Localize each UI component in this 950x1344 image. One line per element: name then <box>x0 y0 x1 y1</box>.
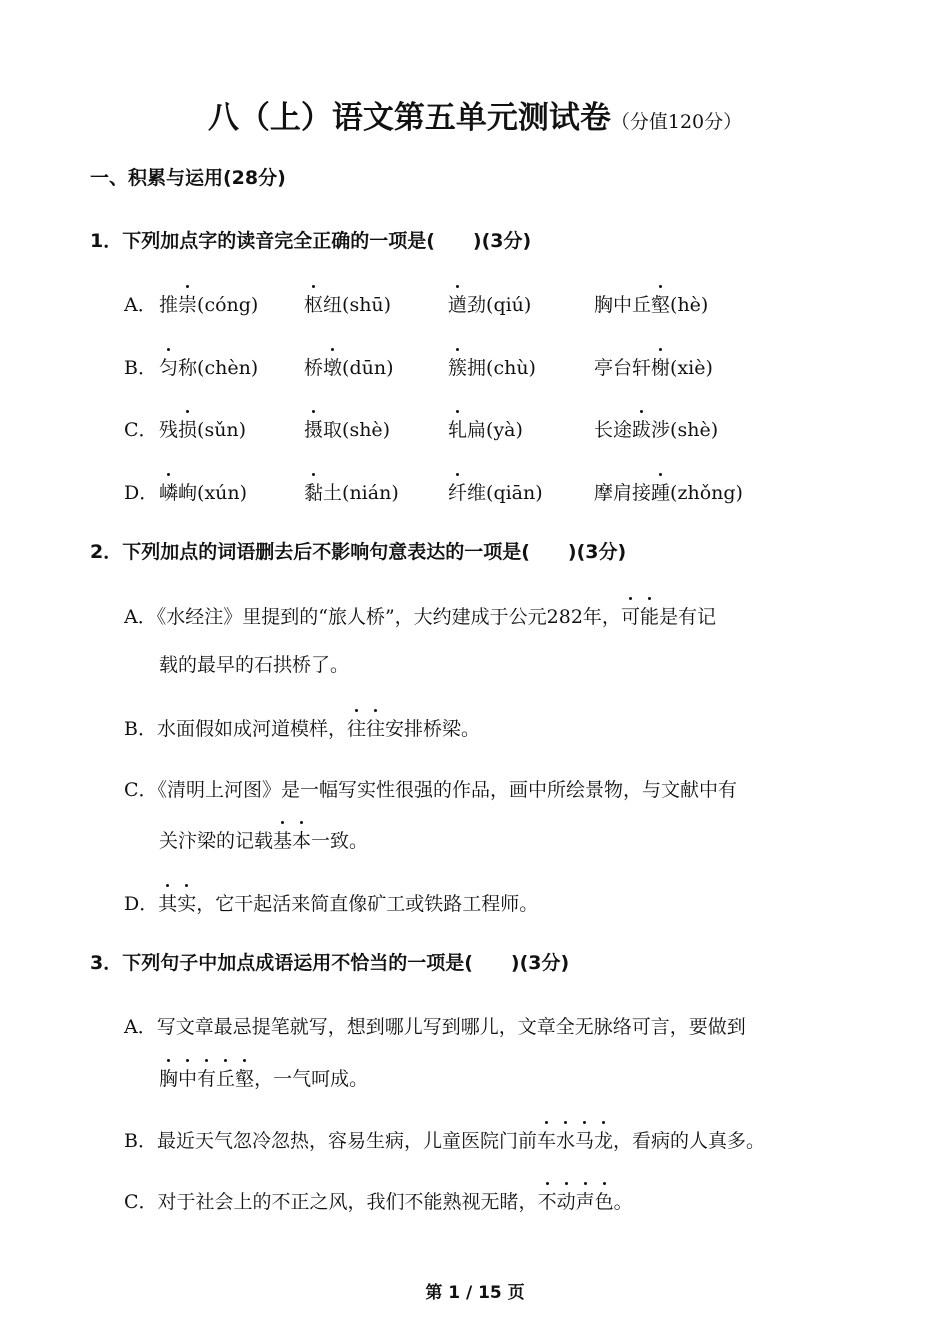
q3-option-a: A．写文章最忌提笔就写，想到哪儿写到哪儿，文章全无脉络可言，要做到 <box>124 1016 746 1038</box>
q2-option-c: C．《清明上河图》是一幅写实性很强的作品，画中所绘景物，与文献中有 <box>124 779 738 801</box>
page-footer: 第 1 / 15 页 <box>425 1283 525 1303</box>
q1-option-item: 黏土(nián) <box>304 478 399 505</box>
q1-option-item: 遒劲(qiú) <box>448 290 531 317</box>
q2-option-a: A．《水经注》里提到的“旅人桥”，大约建成于公元282年，可能是有记 <box>124 602 716 629</box>
q1-option-item: 长途跋涉(shè) <box>594 415 718 442</box>
q1-option-item: 摩肩接踵(zhǒng) <box>594 478 743 505</box>
q2-option-a-line2: 载的最早的石拱桥了。 <box>159 654 350 676</box>
q3-option-c: C．对于社会上的不正之风，我们不能熟视无睹，不动声色。 <box>124 1187 633 1214</box>
q2-stem: 2．下列加点的词语删去后不影响句意表达的一项是( )(3分) <box>90 541 627 563</box>
q1-option-letter: A． <box>124 294 157 316</box>
q2-option-b: B．水面假如成河道模样，往往安排桥梁。 <box>124 714 480 741</box>
q1-option-letter: C． <box>124 419 158 441</box>
q1-option-letter: B． <box>124 357 157 379</box>
q2-option-d: D．其实，它干起活来简直像矿工或铁路工程师。 <box>124 889 538 916</box>
q1-option-item: 残损(sǔn) <box>159 415 246 442</box>
q1-stem: 1．下列加点字的读音完全正确的一项是( )(3分) <box>90 230 532 252</box>
q1-option-item: 纤维(qiān) <box>448 478 543 505</box>
q1-option-item: 嶙峋(xún) <box>159 478 247 505</box>
q1-option-item: 匀称(chèn) <box>159 353 258 380</box>
q1-option-item: 推崇(cóng) <box>159 290 258 317</box>
q1-option-item: 簇拥(chù) <box>448 353 536 380</box>
q1-option-letter: D． <box>124 482 159 504</box>
section-heading: 一、积累与运用(28分) <box>90 167 286 189</box>
q2-option-c-line2: 关汴梁的记载基本一致。 <box>159 826 368 853</box>
page-title: 八（上）语文第五单元测试卷（分值120分） <box>207 100 743 136</box>
q3-option-b: B．最近天气忽冷忽热，容易生病，儿童医院门前车水马龙，看病的人真多。 <box>124 1126 765 1153</box>
title-score: （分值120分） <box>610 111 743 133</box>
q1-option-item: 亭台轩榭(xiè) <box>594 353 713 380</box>
q3-option-a-line2: 胸中有丘壑，一气呵成。 <box>159 1064 368 1091</box>
q1-option-item: 枢纽(shū) <box>304 290 391 317</box>
q1-option-item: 胸中丘壑(hè) <box>594 290 708 317</box>
q3-stem: 3．下列句子中加点成语运用不恰当的一项是( )(3分) <box>90 952 570 974</box>
q1-option-item: 桥墩(dūn) <box>304 353 394 380</box>
q1-option-item: 轧扁(yà) <box>448 415 523 442</box>
q1-option-item: 摄取(shè) <box>304 415 390 442</box>
